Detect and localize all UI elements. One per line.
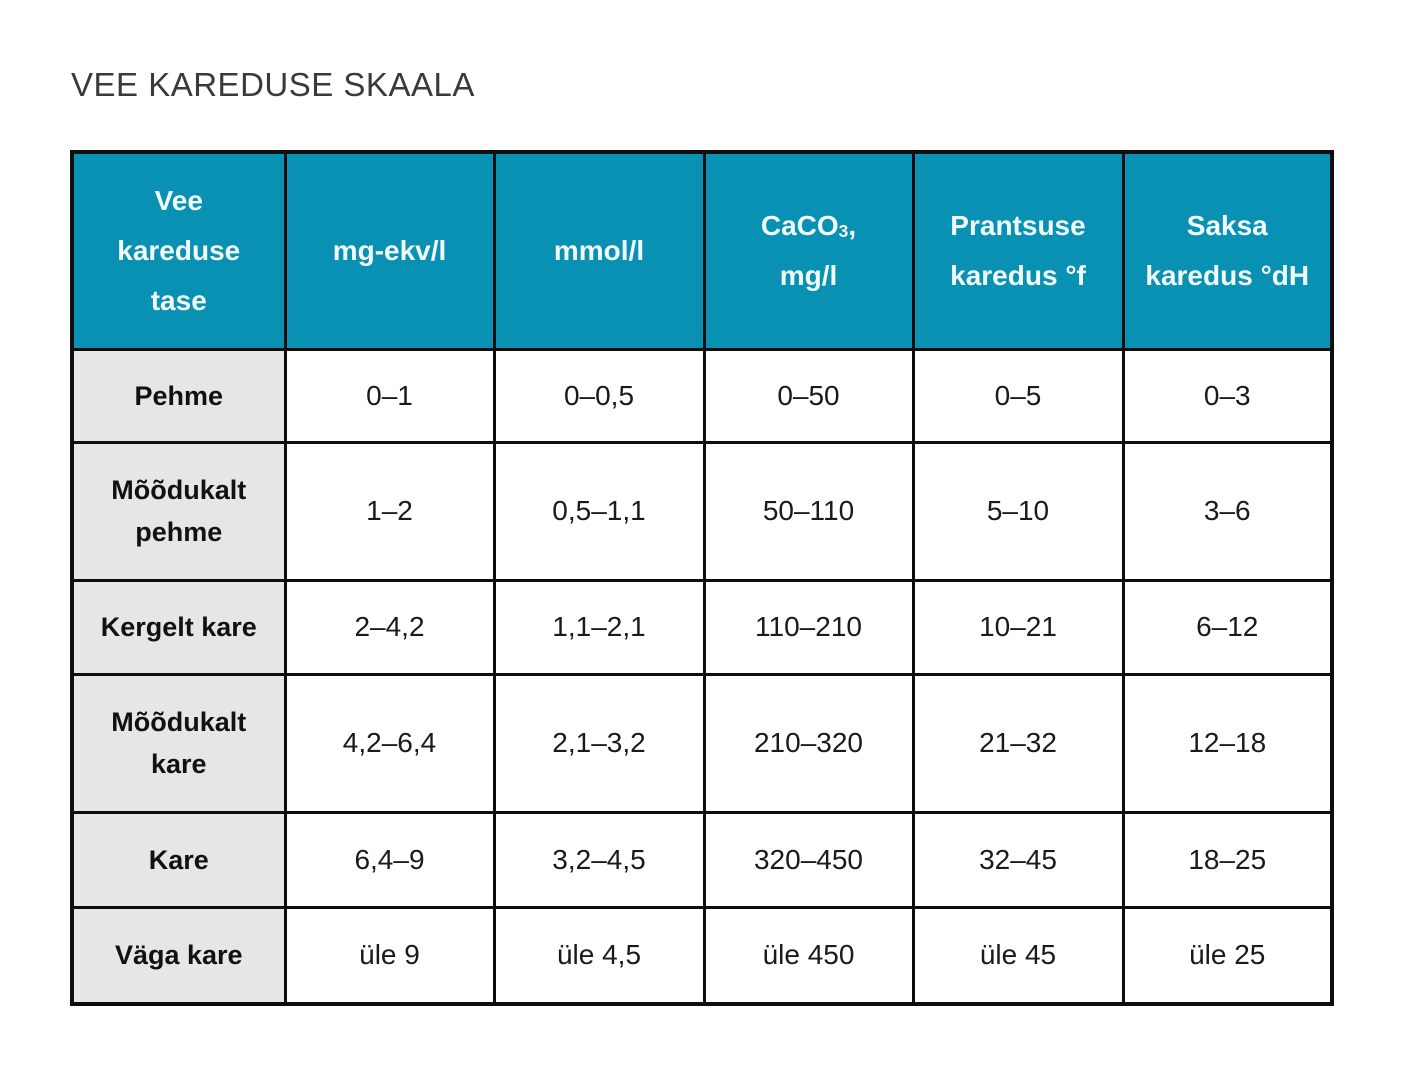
- table-cell: 2,1–3,2: [494, 674, 704, 812]
- table-cell: 0–3: [1123, 349, 1332, 442]
- table-cell: 0–1: [285, 349, 494, 442]
- table-cell: 1–2: [285, 442, 494, 580]
- table-row-moodukalt-kare: [72, 674, 1332, 812]
- table-cell: 5–10: [913, 442, 1123, 580]
- column-header-mg-ekv-per-l: mg-ekv/l: [285, 152, 494, 349]
- table-row-kergelt-kare: [72, 580, 1332, 674]
- column-header-french-hardness: Prantsuse karedus °f: [913, 152, 1123, 349]
- table-cell: 12–18: [1123, 674, 1332, 812]
- table-cell: 110–210: [704, 580, 913, 674]
- table-row-vaga-kare: [72, 907, 1332, 1004]
- table-cell: 0–50: [704, 349, 913, 442]
- table-cell: 21–32: [913, 674, 1123, 812]
- table-cell: 2–4,2: [285, 580, 494, 674]
- table-cell: üle 4,5: [494, 907, 704, 1004]
- page-title: VEE KAREDUSE SKAALA: [71, 66, 475, 103]
- table-cell: 3,2–4,5: [494, 812, 704, 907]
- caco3-unit-text: mg/l: [779, 259, 838, 291]
- table-cell: üle 25: [1123, 907, 1332, 1004]
- table-cell: 6–12: [1123, 580, 1332, 674]
- row-label-vaga-kare: Väga kare: [72, 907, 285, 1004]
- table-cell: 0–5: [913, 349, 1123, 442]
- row-label-pehme: Pehme: [72, 349, 285, 442]
- column-header-german-hardness: Saksa karedus °dH: [1123, 152, 1332, 349]
- header-row: [72, 152, 1332, 349]
- table-cell: 1,1–2,1: [494, 580, 704, 674]
- row-label-moodukalt-kare: Mõõdukalt kare: [72, 674, 285, 812]
- row-label-kare: Kare: [72, 812, 285, 907]
- table-cell: 32–45: [913, 812, 1123, 907]
- table-cell: üle 450: [704, 907, 913, 1004]
- row-label-kergelt-kare: Kergelt kare: [72, 580, 285, 674]
- table-cell: 3–6: [1123, 442, 1332, 580]
- column-header-caco3-mg-per-l: [704, 152, 913, 349]
- table-cell: 210–320: [704, 674, 913, 812]
- table-cell: 10–21: [913, 580, 1123, 674]
- caco3-comma: ,: [848, 209, 857, 241]
- table-cell: 0,5–1,1: [494, 442, 704, 580]
- table-cell: 50–110: [704, 442, 913, 580]
- caco3-formula-text: CaCO: [760, 209, 839, 241]
- column-header-mmol-per-l: mmol/l: [494, 152, 704, 349]
- caco3-subscript: 3: [838, 221, 849, 242]
- table-row-pehme: [72, 349, 1332, 442]
- table-cell: 18–25: [1123, 812, 1332, 907]
- table-cell: üle 9: [285, 907, 494, 1004]
- table-cell: 0–0,5: [494, 349, 704, 442]
- row-label-moodukalt-pehme: Mõõdukalt pehme: [72, 442, 285, 580]
- table-cell: 4,2–6,4: [285, 674, 494, 812]
- column-header-water-hardness-level: Vee kareduse tase: [72, 152, 285, 349]
- table-row-kare: [72, 812, 1332, 907]
- table-cell: üle 45: [913, 907, 1123, 1004]
- table-row-moodukalt-pehme: [72, 442, 1332, 580]
- table-cell: 6,4–9: [285, 812, 494, 907]
- table-cell: 320–450: [704, 812, 913, 907]
- water-hardness-table: [70, 150, 1334, 1006]
